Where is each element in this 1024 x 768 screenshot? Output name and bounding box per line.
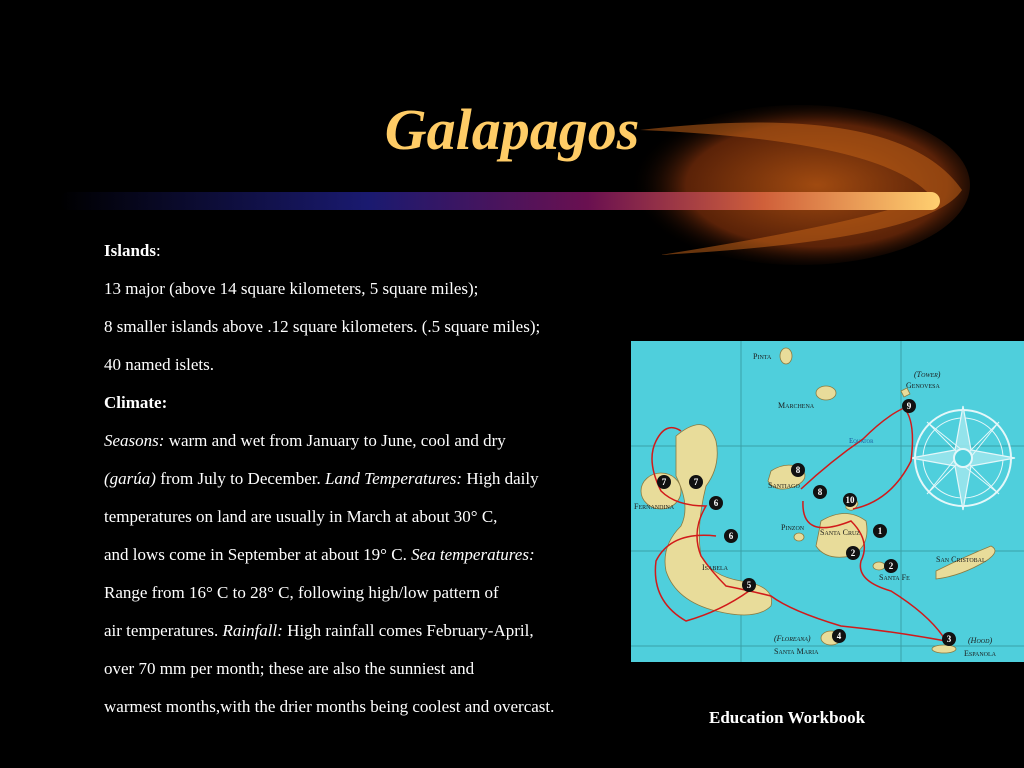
rain-line12: over 70 mm per month; these are also the sunniest and — [104, 659, 475, 678]
svg-text:8: 8 — [817, 487, 823, 497]
temp-line10: Range from 16° C to 28° C, following high/low pattern of — [104, 583, 499, 602]
sea-temp-label: Sea temperatures: — [411, 545, 535, 564]
stop-6b — [724, 529, 738, 543]
stop-7b — [689, 475, 703, 489]
land-temp-label: Land Temperatures: — [324, 469, 463, 488]
island-pinzon — [794, 533, 804, 541]
label-espanola: Espanola — [964, 649, 997, 658]
label-equator: Equator — [849, 437, 874, 445]
svg-text:9: 9 — [906, 401, 912, 411]
climate-heading: Climate: — [104, 393, 168, 412]
temp-line9: and lows come in September at about 19° C. — [104, 545, 412, 564]
island-espanola — [932, 645, 956, 653]
stop-10 — [843, 493, 857, 507]
temp-line8: temperatures on land are usually in March at about 30° C, — [104, 507, 498, 526]
stop-6 — [709, 496, 723, 510]
label-isabela: Isabela — [702, 563, 728, 572]
land-temp-text: High daily — [462, 469, 539, 488]
island-santa-fe — [873, 562, 885, 570]
svg-text:5: 5 — [746, 580, 752, 590]
galapagos-map — [631, 341, 1024, 662]
map-caption: Education Workbook — [709, 708, 866, 727]
label-san-cristobal: San Cristobal — [936, 555, 986, 564]
label-marchena: Marchena — [778, 401, 815, 410]
label-tower: (Tower) — [914, 370, 941, 379]
seasons-label: Seasons: — [104, 431, 165, 450]
stop-2 — [846, 546, 860, 560]
svg-text:3: 3 — [946, 634, 952, 644]
island-marchena — [816, 386, 836, 400]
svg-text:8: 8 — [795, 465, 801, 475]
garua-label: (garúa) — [104, 469, 156, 488]
rain-line13: warmest months,with the drier months being coolest and overcast. — [104, 697, 555, 716]
label-hood: (Hood) — [968, 636, 993, 645]
slide-title: Galapagos — [384, 97, 640, 162]
stop-8 — [791, 463, 805, 477]
svg-text:6: 6 — [713, 498, 719, 508]
svg-text:6: 6 — [728, 531, 734, 541]
svg-text:1: 1 — [877, 526, 883, 536]
stop-5 — [742, 578, 756, 592]
stop-8b — [813, 485, 827, 499]
label-fernandina: Fernandina — [634, 502, 675, 511]
body-text — [104, 232, 554, 726]
svg-text:4: 4 — [836, 631, 842, 641]
garua-text: from July to December. — [155, 469, 325, 488]
stop-7 — [657, 475, 671, 489]
label-santa-maria: Santa Maria — [774, 647, 819, 656]
islands-heading: Islands — [104, 241, 156, 260]
islands-line3: 40 named islets. — [104, 355, 215, 374]
stop-2b — [884, 559, 898, 573]
stop-4 — [832, 629, 846, 643]
label-santiago: Santiago — [768, 481, 800, 490]
island-pinta — [780, 348, 792, 364]
svg-text:7: 7 — [661, 477, 667, 487]
islands-colon: : — [155, 241, 161, 260]
stop-9 — [902, 399, 916, 413]
svg-text:2: 2 — [850, 548, 856, 558]
label-pinta: Pinta — [753, 352, 772, 361]
svg-text:2: 2 — [888, 561, 894, 571]
islands-line1: 13 major (above 14 square kilometers, 5 square miles); — [104, 279, 479, 298]
svg-text:7: 7 — [693, 477, 699, 487]
islands-line2: 8 smaller islands above .12 square kilometers. (.5 square miles); — [104, 317, 541, 336]
rainfall-text: High rainfall comes February-April, — [282, 621, 534, 640]
temp-line11: air temperatures. — [104, 621, 223, 640]
svg-text:10: 10 — [845, 495, 855, 505]
label-genovesa: Genovesa — [906, 381, 940, 390]
seasons-text: warm and wet from January to June, cool and dry — [164, 431, 506, 450]
label-santa-fe: Santa Fe — [879, 573, 910, 582]
stop-3 — [942, 632, 956, 646]
label-floreana: (Floreana) — [774, 634, 811, 643]
label-pinzon: Pinzon — [781, 523, 805, 532]
stop-1 — [873, 524, 887, 538]
label-santa-cruz: Santa Cruz — [820, 528, 860, 537]
rainfall-label: Rainfall: — [222, 621, 283, 640]
